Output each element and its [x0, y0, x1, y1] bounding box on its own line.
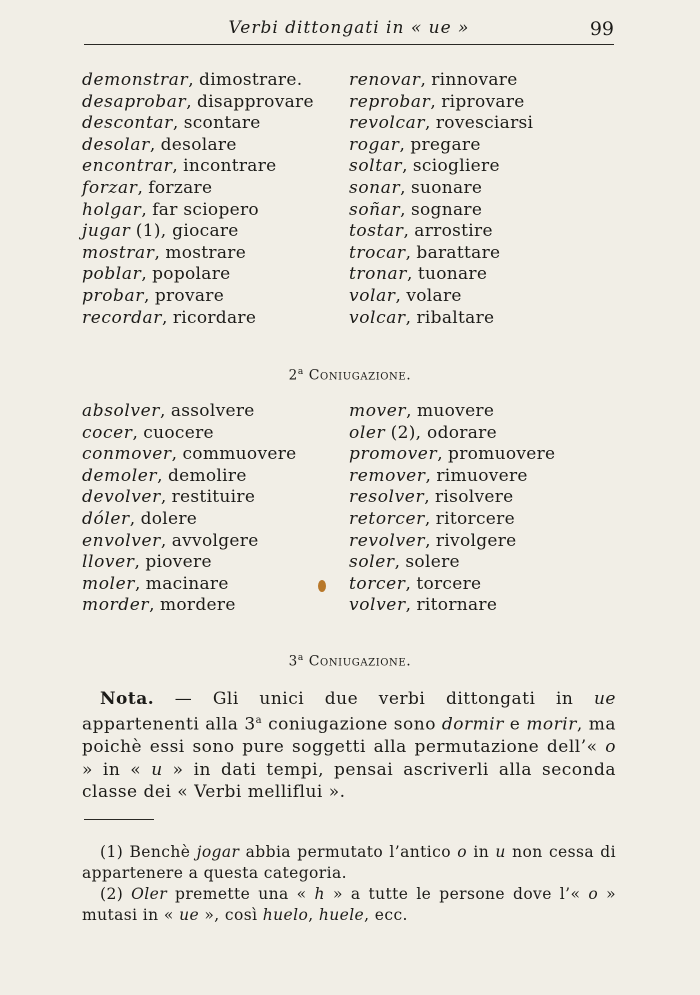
nota-italic: morir — [526, 714, 577, 735]
footnote-italic: ue — [179, 906, 200, 924]
verb-entry — [349, 92, 533, 114]
verb-meaning: ritorcere — [435, 508, 515, 529]
verb-separator: , — [186, 91, 198, 112]
verb-entry — [82, 264, 314, 286]
verb-infinitive: mostrar — [82, 242, 155, 263]
verb-separator: , — [400, 199, 411, 220]
verb-list-1-left — [82, 70, 314, 329]
verb-meaning: ricordare — [172, 307, 257, 328]
verb-infinitive: soltar — [349, 156, 403, 177]
verb-meaning: piovere — [145, 552, 212, 573]
verb-entry — [82, 401, 297, 423]
verb-meaning: scontare — [183, 113, 261, 134]
verb-meaning: disapprovare — [197, 91, 314, 112]
section-number: 2 — [288, 367, 298, 384]
verb-separator: , — [149, 134, 161, 155]
verb-separator: , — [420, 70, 432, 90]
verb-entry — [349, 156, 533, 178]
verb-infinitive: dóler — [82, 508, 130, 529]
verb-separator: , — [134, 573, 146, 594]
verb-meaning: mostrare — [165, 242, 247, 263]
verb-entry — [349, 221, 533, 243]
verb-separator: , — [407, 264, 418, 285]
verb-entry — [82, 70, 314, 92]
verb-infinitive: promover — [349, 444, 438, 465]
paper-stain — [318, 580, 326, 592]
verb-meaning: sognare — [410, 199, 483, 220]
verb-meaning: arrostire — [414, 221, 493, 242]
verb-entry — [349, 113, 533, 135]
verb-entry — [82, 444, 297, 466]
verb-infinitive: cocer — [82, 422, 133, 443]
verb-meaning: ribaltare — [416, 307, 495, 328]
verb-meaning: muovere — [416, 401, 495, 421]
verb-meaning: restituire — [171, 487, 256, 508]
verb-infinitive: rogar — [349, 134, 400, 155]
verb-entry — [82, 509, 297, 531]
verb-entry — [349, 487, 555, 509]
verb-infinitive: forzar — [82, 177, 138, 198]
verb-entry — [82, 156, 314, 178]
verb-meaning: demolire — [167, 465, 247, 486]
verb-entry — [349, 423, 555, 445]
verb-infinitive: volar — [349, 285, 396, 306]
verb-infinitive: devolver — [82, 487, 161, 508]
verb-entry — [82, 487, 297, 509]
verb-separator: , — [172, 113, 184, 134]
verb-entry — [82, 200, 314, 222]
verb-separator: , — [437, 444, 449, 465]
nota-text: » in « — [82, 759, 152, 780]
verb-entry — [82, 574, 297, 596]
verb-infinitive: jugar — [82, 221, 131, 242]
verb-entry — [82, 135, 314, 157]
running-header — [84, 16, 614, 46]
verb-meaning: (1), giocare — [135, 221, 239, 242]
verb-infinitive: encontrar — [82, 156, 173, 177]
verb-entry — [82, 466, 297, 488]
page-number: 99 — [589, 18, 614, 40]
verb-meaning: promuovere — [448, 444, 556, 465]
verb-meaning: avvolgere — [171, 530, 259, 551]
footnote-text: (2) — [100, 885, 132, 903]
verb-infinitive: soñar — [349, 199, 401, 220]
section-title: Coniugazione. — [308, 367, 412, 384]
verb-separator: , — [129, 508, 141, 529]
verb-meaning: rivolgere — [435, 530, 517, 551]
verb-entry — [349, 595, 555, 617]
verb-meaning: solere — [405, 552, 460, 573]
verb-meaning: (2), odorare — [390, 422, 497, 443]
footnote-italic: Oler — [131, 885, 168, 903]
section-heading-3 — [0, 653, 700, 670]
verb-infinitive: mover — [349, 401, 407, 421]
nota-ordinal: a — [255, 715, 263, 727]
verb-infinitive: soler — [349, 552, 395, 573]
verb-separator: , — [157, 465, 168, 486]
verb-entry — [349, 264, 533, 286]
verb-separator: , — [424, 508, 436, 529]
verb-entry — [349, 70, 533, 92]
verb-entry — [349, 286, 533, 308]
verb-entry — [349, 444, 555, 466]
verb-infinitive: demoler — [82, 465, 158, 486]
section-heading-2 — [0, 367, 700, 384]
verb-separator: , — [160, 401, 171, 421]
verb-separator: , — [160, 487, 172, 508]
verb-meaning: mordere — [159, 595, 236, 616]
nota-italic: u — [151, 759, 163, 780]
verb-entry — [82, 178, 314, 200]
verb-infinitive: demonstrar — [82, 70, 189, 90]
footnote-text: premette una « — [167, 885, 315, 903]
verb-meaning: provare — [154, 285, 225, 306]
verb-meaning: ritornare — [416, 595, 498, 616]
verb-separator: , — [171, 444, 183, 465]
verb-infinitive: holgar — [82, 199, 142, 220]
footnote-italic: u — [495, 843, 506, 861]
footnote-text: » a tutte le persone dove l’« — [324, 885, 589, 903]
footnote-text: in — [467, 843, 496, 861]
verb-entry — [82, 92, 314, 114]
verb-infinitive: volver — [349, 595, 406, 616]
verb-separator: , — [405, 242, 417, 263]
nota-label: Nota. — [100, 689, 155, 709]
verb-meaning: riprovare — [441, 91, 525, 112]
verb-entry — [349, 178, 533, 200]
nota-text: , ma poichè essi sono pure soggetti alla permutazione dell’« — [82, 714, 616, 758]
verb-infinitive: envolver — [82, 530, 161, 551]
verb-entry — [82, 113, 314, 135]
verb-meaning: dimostrare. — [199, 70, 303, 90]
verb-separator: , — [188, 70, 200, 90]
verb-infinitive: revolver — [349, 530, 426, 551]
header-rule — [84, 44, 614, 45]
verb-meaning: suonare — [410, 177, 483, 198]
nota-text: e — [503, 714, 527, 735]
verb-infinitive: oler — [349, 422, 386, 443]
verb-infinitive: sonar — [349, 177, 401, 198]
verb-infinitive: recordar — [82, 307, 163, 328]
footnote-text: , — [308, 906, 319, 924]
footnote-text: » mutasi in « — [82, 885, 616, 924]
verb-meaning: dolere — [140, 508, 198, 529]
verb-infinitive: llover — [82, 552, 135, 573]
footnote-text: », così — [199, 906, 263, 924]
verb-infinitive: tronar — [349, 264, 408, 285]
verb-infinitive: retorcer — [349, 508, 425, 529]
nota-italic: ue — [593, 689, 616, 709]
nota-text: — Gli unici due verbi dittongati in — [154, 689, 594, 709]
verb-entry — [349, 466, 555, 488]
verb-meaning: incontrare — [183, 156, 277, 177]
verb-meaning: volare — [406, 285, 462, 306]
verb-infinitive: revolcar — [349, 113, 426, 134]
section-title: Coniugazione. — [308, 653, 412, 670]
section-ordinal: a — [297, 653, 304, 663]
footnote-italic: huelo — [262, 906, 309, 924]
verb-separator: , — [402, 156, 413, 177]
running-title: Verbi dittongati in « ue » — [228, 18, 470, 38]
verb-separator: , — [425, 465, 437, 486]
verb-separator: , — [144, 285, 155, 306]
verb-separator: , — [141, 264, 153, 285]
verb-separator: , — [154, 242, 166, 263]
verb-infinitive: tostar — [349, 221, 404, 242]
verb-separator: , — [394, 552, 406, 573]
verb-entry — [82, 286, 314, 308]
footnote-text: abbia permutato l’antico — [239, 843, 458, 861]
verb-separator: , — [403, 221, 415, 242]
verb-separator: , — [425, 530, 436, 551]
footnote-2 — [82, 884, 616, 926]
verb-separator: , — [400, 177, 411, 198]
section-ordinal: a — [297, 367, 304, 377]
footnote-text: non cessa di appartenere a questa categoria. — [82, 843, 616, 882]
verb-list-2-right — [349, 401, 555, 617]
verb-infinitive: renovar — [349, 70, 421, 90]
verb-infinitive: desolar — [82, 134, 150, 155]
footnotes — [82, 842, 616, 926]
nota-text: coniugazione sono — [262, 714, 442, 735]
nota-paragraph — [82, 688, 616, 803]
verb-separator: , — [424, 487, 435, 508]
verb-meaning: rinnovare — [431, 70, 518, 90]
verb-entry — [82, 552, 297, 574]
verb-meaning: commuovere — [182, 444, 297, 465]
verb-separator: , — [406, 401, 417, 421]
verb-infinitive: desaprobar — [82, 91, 187, 112]
verb-entry — [82, 531, 297, 553]
footnote-text: , ecc. — [364, 906, 408, 924]
footnote-italic: o — [457, 843, 467, 861]
verb-meaning: assolvere — [170, 401, 255, 421]
nota-italic: dormir — [441, 714, 504, 735]
nota-text: appartenenti alla 3 — [82, 714, 256, 735]
verb-meaning: sciogliere — [412, 156, 500, 177]
verb-entry — [349, 552, 555, 574]
verb-entry — [82, 243, 314, 265]
verb-infinitive: volcar — [349, 307, 406, 328]
verb-separator: , — [137, 177, 149, 198]
verb-infinitive: probar — [82, 285, 144, 306]
footnote-italic: jogar — [196, 843, 240, 861]
verb-entry — [82, 308, 314, 330]
verb-infinitive: reprobar — [349, 91, 431, 112]
verb-separator: , — [405, 595, 417, 616]
verb-separator: , — [405, 307, 417, 328]
verb-separator: , — [405, 573, 417, 594]
verb-separator: , — [141, 199, 153, 220]
nota-text: » in dati tempi, pensai ascriverli alla seconda classe dei « Verbi melliflui ». — [82, 759, 616, 802]
verb-entry — [82, 595, 297, 617]
verb-separator: , — [399, 134, 411, 155]
verb-entry — [349, 574, 555, 596]
verb-separator: , — [430, 91, 442, 112]
footnote-text: (1) Benchè — [100, 843, 197, 861]
verb-meaning: rimuovere — [436, 465, 528, 486]
footnote-1 — [82, 842, 616, 884]
verb-separator: , — [132, 422, 144, 443]
verb-meaning: popolare — [152, 264, 231, 285]
footnote-rule — [84, 819, 154, 820]
verb-infinitive: moler — [82, 573, 135, 594]
verb-infinitive: poblar — [82, 264, 142, 285]
verb-meaning: tuonare — [417, 264, 488, 285]
verb-meaning: forzare — [148, 177, 213, 198]
verb-meaning: desolare — [160, 134, 237, 155]
footnote-italic: o — [588, 885, 599, 903]
verb-meaning: cuocere — [143, 422, 214, 443]
verb-entry — [82, 221, 314, 243]
verb-entry — [349, 135, 533, 157]
nota-italic: o — [605, 737, 616, 758]
verb-meaning: barattare — [416, 242, 501, 263]
verb-infinitive: descontar — [82, 113, 173, 134]
verb-infinitive: torcer — [349, 573, 406, 594]
section-number: 3 — [288, 653, 298, 670]
verb-separator: , — [395, 285, 407, 306]
verb-entry — [349, 401, 555, 423]
verb-list-1-right — [349, 70, 533, 329]
verb-separator: , — [425, 113, 436, 134]
verb-meaning: rovesciarsi — [435, 113, 534, 134]
verb-meaning: pregare — [410, 134, 481, 155]
verb-separator: , — [172, 156, 184, 177]
footnote-italic: h — [314, 885, 325, 903]
verb-separator: , — [162, 307, 173, 328]
verb-entry — [82, 423, 297, 445]
verb-separator: , — [149, 595, 160, 616]
verb-infinitive: resolver — [349, 487, 425, 508]
verb-entry — [349, 531, 555, 553]
verb-meaning: far sciopero — [152, 199, 259, 220]
verb-separator: , — [134, 552, 146, 573]
verb-list-2-left — [82, 401, 297, 617]
verb-meaning: torcere — [416, 573, 482, 594]
verb-entry — [349, 308, 533, 330]
verb-meaning: risolvere — [435, 487, 514, 508]
verb-infinitive: absolver — [82, 401, 161, 421]
verb-separator: , — [160, 530, 172, 551]
verb-infinitive: morder — [82, 595, 150, 616]
verb-infinitive: trocar — [349, 242, 406, 263]
verb-infinitive: remover — [349, 465, 426, 486]
verb-infinitive: conmover — [82, 444, 172, 465]
footnote-italic: huele — [318, 906, 365, 924]
verb-meaning: macinare — [145, 573, 229, 594]
verb-entry — [349, 200, 533, 222]
verb-entry — [349, 509, 555, 531]
verb-entry — [349, 243, 533, 265]
